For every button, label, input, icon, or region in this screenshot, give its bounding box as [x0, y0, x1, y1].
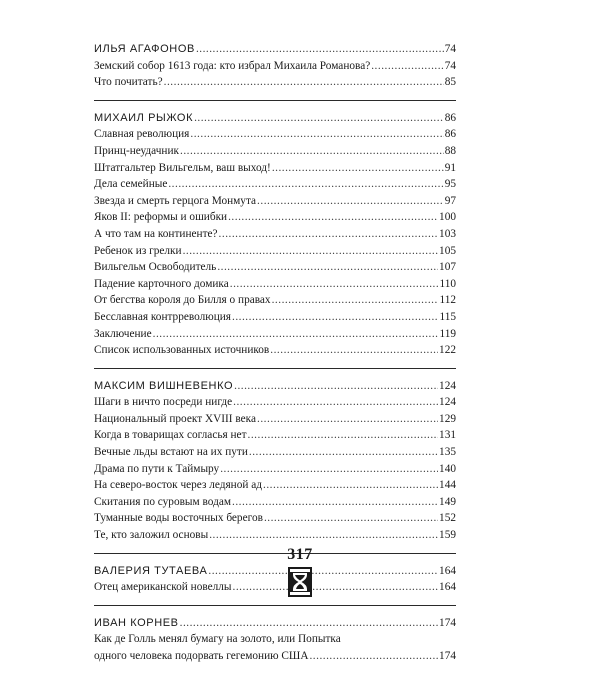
toc-section [94, 110, 456, 369]
author-heading [94, 563, 456, 580]
toc-entry[interactable] [94, 209, 456, 226]
toc-entry[interactable] [94, 126, 456, 143]
dot-leader [248, 427, 439, 444]
page-number: 97 [444, 194, 456, 207]
entry-title: Отец американской новеллы [94, 581, 232, 594]
toc-entry[interactable] [94, 527, 456, 544]
dot-leader [234, 378, 438, 395]
entry-title: Штатгальтер Вильгельм, ваш выход! [94, 161, 271, 174]
entry-title: Славная революция [94, 128, 190, 141]
page-number: 174 [439, 650, 456, 662]
page-footer-number: 317 [287, 546, 313, 563]
page-number: 115 [439, 310, 456, 323]
page-number: 140 [439, 462, 456, 475]
author-name: МАКСИМ ВИШНЕВЕНКО [94, 379, 234, 392]
toc-entry[interactable] [94, 58, 456, 75]
page-number: 119 [439, 327, 456, 340]
toc-entry[interactable] [94, 326, 456, 343]
dot-leader [217, 259, 438, 276]
page-number: 100 [439, 211, 456, 224]
entry-title: Национальный проект XVIII века [94, 412, 257, 425]
toc-entry[interactable] [94, 510, 456, 527]
toc-entry[interactable] [94, 74, 456, 91]
entry-title-line2: одного человека подорвать гегемонию США [94, 650, 309, 662]
toc-entry[interactable] [94, 477, 456, 494]
toc-entry[interactable] [94, 292, 456, 309]
page-number: 85 [444, 76, 456, 89]
page-number: 124 [439, 379, 456, 392]
entry-title: Шаги в ничто посреди нигде [94, 396, 233, 409]
toc-entry[interactable] [94, 579, 456, 596]
dot-leader [257, 411, 438, 428]
entry-title: Те, кто заложил основы [94, 529, 209, 542]
dot-leader [153, 326, 439, 343]
dot-leader [180, 615, 438, 632]
entry-title: Вечные льды встают на их пути [94, 446, 248, 459]
toc-entry[interactable] [94, 411, 456, 428]
entry-title: Заключение [94, 327, 152, 340]
toc-entry[interactable] [94, 176, 456, 193]
dot-leader [272, 160, 444, 177]
page-number: 144 [439, 479, 456, 492]
page-number: 131 [439, 429, 456, 442]
entry-title: Драма по пути к Таймыру [94, 462, 220, 475]
toc-section [94, 378, 456, 554]
entry-title: Когда в товарищах согласья нет [94, 429, 247, 442]
entry-title: Дела семейные [94, 178, 168, 191]
author-heading [94, 110, 456, 127]
toc-section [94, 563, 456, 606]
dot-leader [168, 176, 443, 193]
toc-section [94, 615, 456, 674]
dot-leader [208, 563, 438, 580]
toc-entry[interactable] [94, 444, 456, 461]
entry-title-line1: Как де Голль менял бумагу на золото, или Попытка [94, 633, 341, 646]
dot-leader [180, 143, 444, 160]
author-name: ИВАН КОРНЕВ [94, 616, 179, 629]
dot-leader [257, 193, 444, 210]
dot-leader [230, 276, 439, 293]
entry-title: Ребенок из грелки [94, 244, 182, 257]
page-number: 122 [439, 344, 456, 357]
toc-entry[interactable] [94, 143, 456, 160]
dot-leader [219, 226, 439, 243]
entry-title: А что там на континенте? [94, 227, 218, 240]
entry-title: На северо-восток через ледяной ад [94, 479, 263, 492]
entry-title: Звезда и смерть герцога Монмута [94, 194, 257, 207]
dot-leader [194, 110, 444, 127]
entry-title: Туманные воды восточных берегов [94, 512, 263, 525]
page-number: 110 [439, 277, 456, 290]
entry-title: Вильгельм Освободитель [94, 261, 217, 274]
dot-leader [232, 494, 438, 511]
page-number: 86 [444, 128, 456, 141]
page-number: 129 [439, 412, 456, 425]
dot-leader [309, 648, 438, 665]
page-number: 149 [439, 495, 456, 508]
entry-title: Список использованных источников [94, 344, 270, 357]
entry-title-row2 [94, 648, 456, 665]
toc-entry[interactable] [94, 259, 456, 276]
page-number: 159 [439, 529, 456, 542]
page-number: 124 [439, 396, 456, 409]
toc-entry[interactable] [94, 394, 456, 411]
author-heading [94, 41, 456, 58]
page-number: 103 [439, 227, 456, 240]
page-number: 91 [444, 161, 456, 174]
toc-entry[interactable] [94, 461, 456, 478]
page-number: 152 [439, 512, 456, 525]
toc-entry[interactable] [94, 494, 456, 511]
dot-leader [249, 444, 438, 461]
toc-entry[interactable] [94, 276, 456, 293]
author-name: МИХАИЛ РЫЖОК [94, 111, 194, 124]
toc-section [94, 41, 456, 101]
toc-entry[interactable] [94, 160, 456, 177]
entry-title: Скитания по суровым водам [94, 495, 231, 508]
dot-leader [270, 342, 438, 359]
page-number: 107 [439, 261, 456, 274]
author-name: ИЛЬЯ АГАФОНОВ [94, 43, 195, 55]
dot-leader [263, 477, 438, 494]
dot-leader [233, 579, 439, 596]
page-number: 74 [444, 59, 456, 72]
toc-entry[interactable] [94, 342, 456, 359]
entry-title: Что почитать? [94, 76, 163, 89]
dot-leader [233, 394, 438, 411]
dot-leader [190, 126, 443, 143]
toc-entry[interactable] [94, 193, 456, 210]
page-number: 174 [439, 616, 456, 629]
page-number: 164 [439, 564, 456, 577]
author-heading [94, 378, 456, 395]
entry-title: От бегства короля до Билля о правах [94, 294, 271, 307]
dot-leader [272, 292, 439, 309]
entry-title: Яков II: реформы и ошибки [94, 211, 228, 224]
page-number: 74 [444, 43, 456, 55]
dot-leader [164, 74, 444, 91]
dot-leader [220, 461, 438, 478]
entry-title: Бесславная контрреволюция [94, 310, 231, 323]
dot-leader [232, 309, 438, 326]
page-number: 112 [439, 294, 456, 307]
toc-entry[interactable] [94, 631, 456, 664]
page-number: 164 [439, 581, 456, 594]
entry-title: Падение карточного домика [94, 277, 229, 290]
toc-entry[interactable] [94, 309, 456, 326]
author-name: ВАЛЕРИЯ ТУТАЕВА [94, 564, 208, 577]
page-number: 86 [444, 111, 456, 124]
dot-leader [183, 243, 438, 260]
dot-leader [196, 41, 444, 58]
hourglass-emblem-icon [287, 566, 313, 598]
table-of-contents [94, 41, 456, 683]
page-number: 135 [439, 446, 456, 459]
dot-leader [228, 209, 438, 226]
page-number: 95 [444, 178, 456, 191]
author-heading [94, 615, 456, 632]
entry-title: Земский собор 1613 года: кто избрал Михаила Романова? [94, 59, 371, 72]
dot-leader [209, 527, 438, 544]
dot-leader [371, 58, 443, 75]
page-number: 105 [439, 244, 456, 257]
toc-entry[interactable] [94, 243, 456, 260]
entry-title: Принц-неудачник [94, 144, 179, 157]
page-number: 88 [444, 144, 456, 157]
dot-leader [264, 510, 438, 527]
toc-entry[interactable] [94, 427, 456, 444]
toc-entry[interactable] [94, 226, 456, 243]
